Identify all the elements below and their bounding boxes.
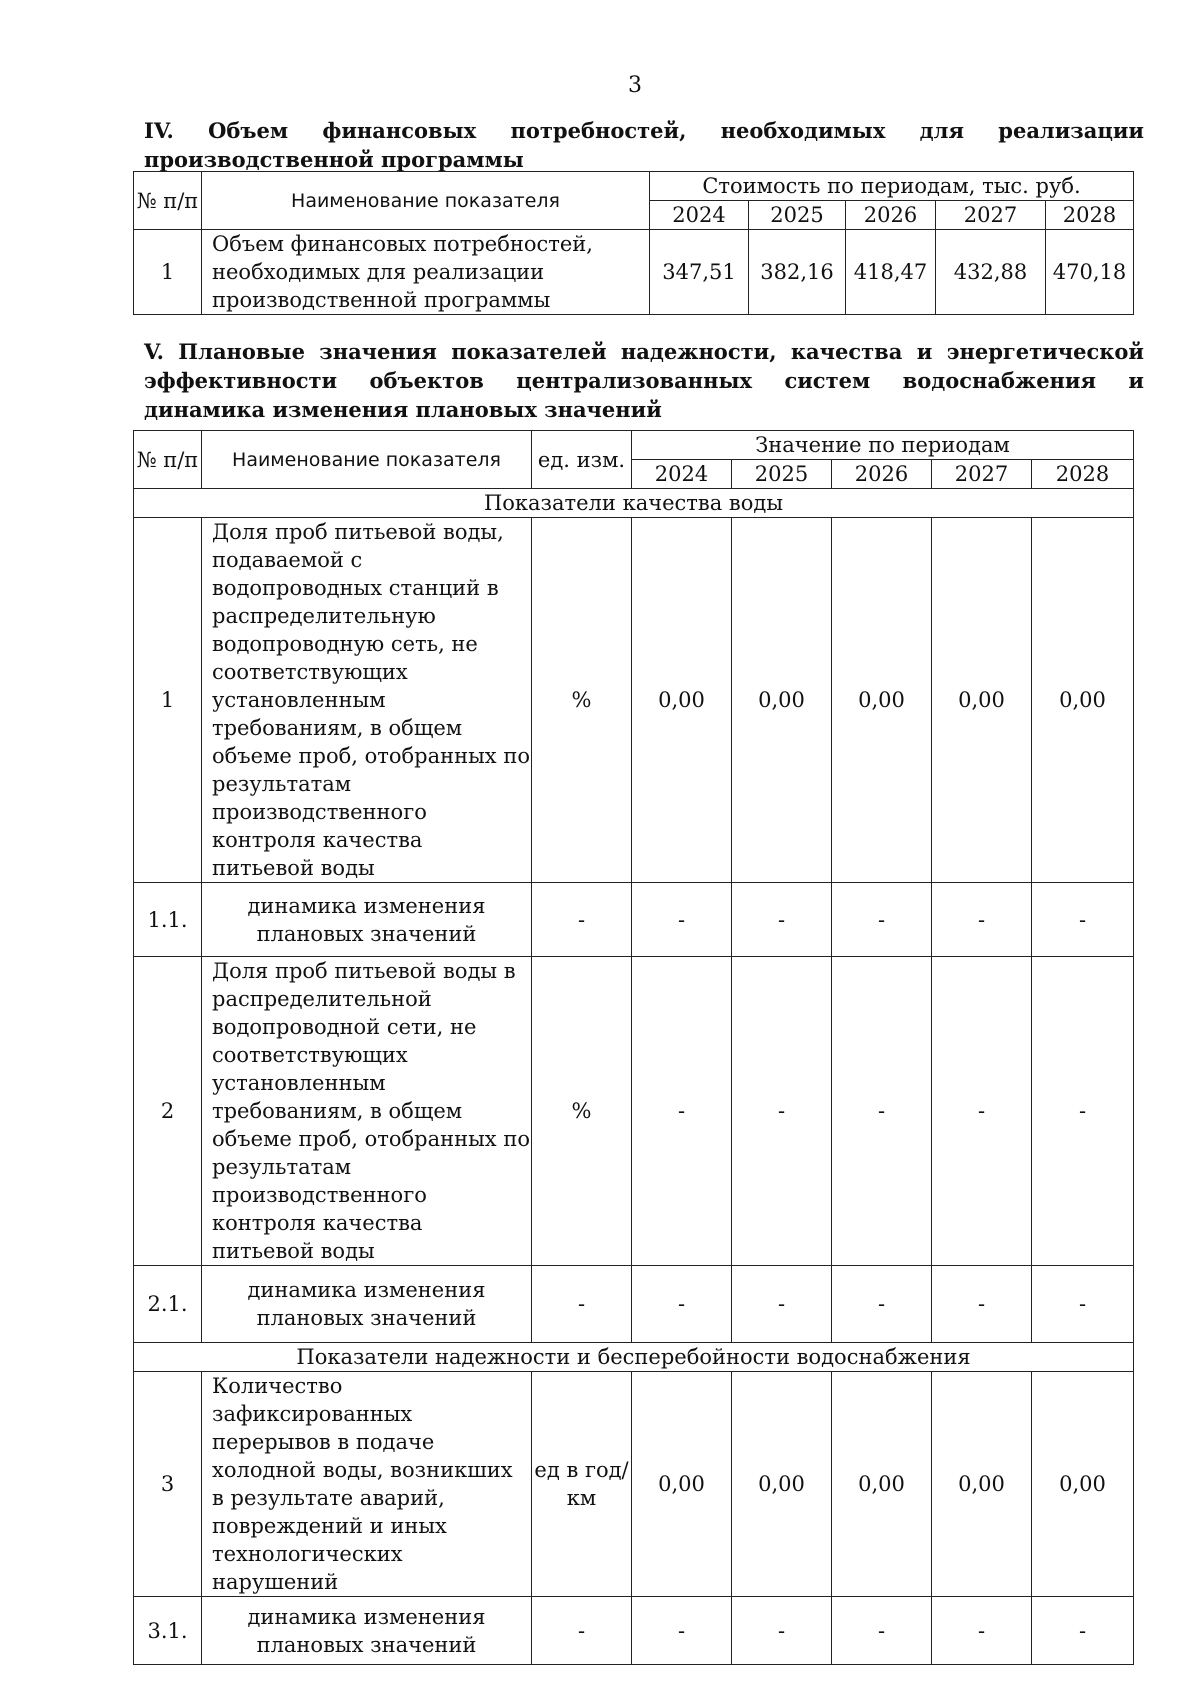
row-name: динамика изменения плановых значений xyxy=(202,883,532,957)
row-value: 0,00 xyxy=(932,1372,1032,1597)
header-period-group: Значение по периодам xyxy=(632,431,1134,460)
financial-needs-table xyxy=(133,171,1134,315)
row-name: динамика изменения плановых значений xyxy=(202,1597,532,1665)
group-row xyxy=(134,489,1134,518)
section-5-heading: V. Плановые значения показателей надежности, качества и энергетической эффективности объектов централизованных систем водоснабжения и динамика изменения плановых значений xyxy=(144,339,1144,422)
table-row xyxy=(134,1266,1134,1343)
row-value: - xyxy=(832,1266,932,1343)
row-num: 3.1. xyxy=(134,1597,202,1665)
row-value: 0,00 xyxy=(632,1372,732,1597)
group-label: Показатели качества воды xyxy=(134,489,1134,518)
row-name: Доля проб питьевой воды, подаваемой с водопроводных станций в распределительную водопроводную сеть, не соответствующих установленным требованиям, в общем объеме проб, отобранных по результатам производственного контроля качества питьевой воды xyxy=(202,518,532,883)
table-row xyxy=(134,1372,1134,1597)
section-4-heading: IV. Объем финансовых потребностей, необходимых для реализации производственной программы xyxy=(144,118,1144,172)
header-year: 2026 xyxy=(846,201,936,230)
row-num: 2.1. xyxy=(134,1266,202,1343)
row-value: 0,00 xyxy=(1032,518,1134,883)
row-value: - xyxy=(932,1597,1032,1665)
row-value: - xyxy=(832,883,932,957)
row-value: - xyxy=(832,957,932,1266)
table-row xyxy=(134,1597,1134,1665)
row-value: - xyxy=(932,957,1032,1266)
row-unit: - xyxy=(532,883,632,957)
header-year: 2027 xyxy=(932,460,1032,489)
header-name: Наименование показателя xyxy=(202,172,650,230)
header-year: 2024 xyxy=(632,460,732,489)
row-value: - xyxy=(632,883,732,957)
row-value: 418,47 xyxy=(846,230,936,315)
row-value: - xyxy=(1032,883,1134,957)
header-num: № п/п xyxy=(134,172,202,230)
row-value: - xyxy=(732,1597,832,1665)
row-value: - xyxy=(632,957,732,1266)
header-period-group: Стоимость по периодам, тыс. руб. xyxy=(650,172,1134,201)
group-row xyxy=(134,1343,1134,1372)
row-num: 2 xyxy=(134,957,202,1266)
row-value: - xyxy=(1032,1266,1134,1343)
header-year: 2027 xyxy=(936,201,1046,230)
row-unit: - xyxy=(532,1266,632,1343)
row-name: Количество зафиксированных перерывов в подаче холодной воды, возникших в результате аварий, повреждений и иных технологических нарушений xyxy=(202,1372,532,1597)
indicators-table xyxy=(133,430,1134,1665)
row-value: - xyxy=(732,957,832,1266)
header-num: № п/п xyxy=(134,431,202,489)
header-year: 2024 xyxy=(650,201,749,230)
row-value: 347,51 xyxy=(650,230,749,315)
header-year: 2026 xyxy=(832,460,932,489)
table-row xyxy=(134,957,1134,1266)
header-name: Наименование показателя xyxy=(202,431,532,489)
group-label: Показатели надежности и бесперебойности водоснабжения xyxy=(134,1343,1134,1372)
row-num: 3 xyxy=(134,1372,202,1597)
row-value: 0,00 xyxy=(732,518,832,883)
header-unit: ед. изм. xyxy=(532,431,632,489)
row-unit: % xyxy=(532,957,632,1266)
table-row xyxy=(134,230,1134,315)
header-year: 2028 xyxy=(1046,201,1134,230)
header-year: 2028 xyxy=(1032,460,1134,489)
row-value: - xyxy=(632,1597,732,1665)
table-header-row xyxy=(134,431,1134,460)
row-value: 0,00 xyxy=(832,518,932,883)
row-name: Объем финансовых потребностей, необходимых для реализации производственной программы xyxy=(202,230,650,315)
row-value: 0,00 xyxy=(632,518,732,883)
row-value: 0,00 xyxy=(732,1372,832,1597)
row-value: - xyxy=(932,883,1032,957)
row-name: Доля проб питьевой воды в распределительной водопроводной сети, не соответствующих установленным требованиям, в общем объеме проб, отобранных по результатам производственного контроля качества питьевой воды xyxy=(202,957,532,1266)
row-value: - xyxy=(1032,957,1134,1266)
row-unit: ед в год/ км xyxy=(532,1372,632,1597)
table-row xyxy=(134,883,1134,957)
row-value: - xyxy=(832,1597,932,1665)
row-value: - xyxy=(732,883,832,957)
row-value: 432,88 xyxy=(936,230,1046,315)
row-value: - xyxy=(1032,1597,1134,1665)
page-number: 3 xyxy=(628,73,642,98)
row-unit: % xyxy=(532,518,632,883)
table-header-row xyxy=(134,172,1134,201)
row-value: 470,18 xyxy=(1046,230,1134,315)
table-row xyxy=(134,518,1134,883)
header-year: 2025 xyxy=(732,460,832,489)
row-num: 1.1. xyxy=(134,883,202,957)
row-name: динамика изменения плановых значений xyxy=(202,1266,532,1343)
row-value: 0,00 xyxy=(832,1372,932,1597)
row-unit: - xyxy=(532,1597,632,1665)
row-value: - xyxy=(932,1266,1032,1343)
row-value: - xyxy=(732,1266,832,1343)
row-value: 0,00 xyxy=(932,518,1032,883)
header-year: 2025 xyxy=(749,201,846,230)
row-num: 1 xyxy=(134,518,202,883)
row-value: - xyxy=(632,1266,732,1343)
row-num: 1 xyxy=(134,230,202,315)
row-value: 382,16 xyxy=(749,230,846,315)
row-value: 0,00 xyxy=(1032,1372,1134,1597)
